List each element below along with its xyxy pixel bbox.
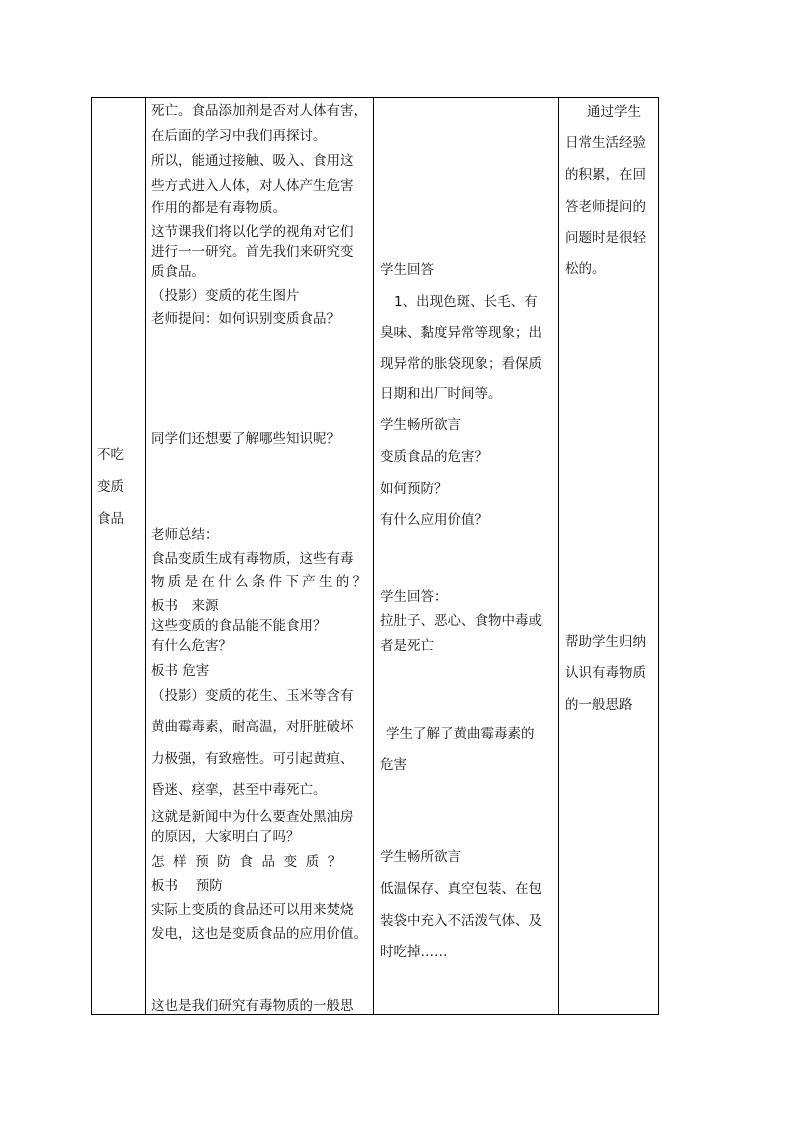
teacher-line: 怎样预防食品变质？ (151, 854, 350, 870)
student-line: 有什么应用价值？ (380, 512, 488, 528)
teacher-line: 实际上变质的食品还可以用来焚烧 (151, 902, 354, 918)
section-label-cell (92, 98, 145, 1014)
intent-line: 松的。 (565, 261, 606, 277)
intent-line: 的一般思路 (565, 697, 633, 713)
intent-line: 答老师提问的 (565, 199, 646, 215)
student-line: 学生回答： (380, 589, 448, 605)
teacher-line: 进行一一研究。首先我们来研究变 (151, 244, 354, 260)
intent-line: 问题时是很轻 (565, 230, 646, 246)
section-label-line: 变质 (97, 479, 124, 495)
student-line: 臭味、黏度异常等现象；出 (380, 325, 542, 341)
student-line: 装袋中充入不活泼气体、及 (380, 913, 542, 929)
section-label-line: 食品 (97, 511, 124, 527)
student-line: 学生畅所欲言 (380, 417, 461, 433)
teacher-activity-cell (146, 98, 373, 1014)
teacher-line: 的原因，大家明白了吗？ (151, 829, 300, 845)
student-activity-cell (374, 98, 558, 1014)
teacher-line: 板书 来源 (151, 598, 219, 614)
teacher-line: 这些变质的食品能不能食用？ (151, 618, 327, 634)
intent-line: 帮助学生归纳 (565, 634, 646, 650)
intent-line: 日常生活经验 (565, 135, 646, 151)
lesson-plan-table (91, 97, 659, 1015)
teacher-line: 同学们还想要了解哪些知识呢？ (151, 431, 340, 447)
teacher-line: 死亡。食品添加剂是否对人体有害， (151, 103, 367, 119)
teacher-line: 力极强，有致癌性。可引起黄疸、 (151, 751, 354, 767)
section-label-line: 不吃 (97, 447, 124, 463)
student-line: 时吃掉…… (380, 944, 448, 960)
teacher-line: 这也是我们研究有毒物质的一般思 (151, 998, 354, 1014)
student-line: 学生回答 (380, 262, 434, 278)
student-line: 者是死亡 (380, 638, 434, 654)
student-line: 学生畅所欲言 (380, 849, 461, 865)
student-line: 学生了解了黄曲霉毒素的 (386, 726, 535, 742)
teacher-line: 食品变质生成有毒物质，这些有毒 (151, 551, 354, 567)
teacher-line: 黄曲霉毒素，耐高温，对肝脏破坏 (151, 719, 354, 735)
teacher-line: 所以，能通过接触、吸入、食用这 (151, 153, 354, 169)
teacher-line: 作用的都是有毒物质。 (151, 200, 286, 216)
student-line: 拉肚子、恶心、食物中毒或 (380, 613, 542, 629)
student-line: 危害 (380, 757, 407, 773)
teacher-line: 发电，这也是变质食品的应用价值。 (151, 926, 367, 942)
student-line: 变质食品的危害？ (380, 449, 488, 465)
teacher-line: 这节课我们将以化学的视角对它们 (151, 224, 354, 240)
student-line: 低温保存、真空包装、在包 (380, 881, 542, 897)
student-line: 如何预防？ (380, 481, 448, 497)
teacher-line: （投影）变质的花生图片 (151, 288, 300, 304)
teacher-line: 在后面的学习中我们再探讨。 (151, 128, 327, 144)
teacher-line: 昏迷、痉挛，甚至中毒死亡。 (151, 782, 327, 798)
intent-line: 通过学生 (587, 104, 641, 120)
teacher-line: 板书 预防 (151, 878, 223, 894)
teacher-line: 老师提问：如何识别变质食品？ (151, 311, 340, 327)
teacher-line: 些方式进入人体，对人体产生危害 (151, 178, 354, 194)
student-line: 现异常的胀袋现象；看保质 (380, 356, 542, 372)
teacher-line: 有什么危害？ (151, 638, 232, 654)
intent-line: 认识有毒物质 (565, 665, 646, 681)
teacher-line: 老师总结： (151, 527, 219, 543)
teacher-line: 这就是新闻中为什么要查处黑油房 (151, 809, 354, 825)
student-line: 日期和出厂时间等。 (380, 386, 502, 402)
student-line: 1、出现色斑、长毛、有 (394, 294, 538, 310)
teacher-line: （投影）变质的花生、玉米等含有 (151, 688, 354, 704)
intent-line: 的积累，在回 (565, 167, 646, 183)
design-intent-cell (559, 98, 659, 1014)
teacher-line: 质食品。 (151, 264, 205, 280)
teacher-line: 板书 危害 (151, 663, 210, 679)
teacher-line: 物质是在什么条件下产生的？ (151, 574, 370, 590)
